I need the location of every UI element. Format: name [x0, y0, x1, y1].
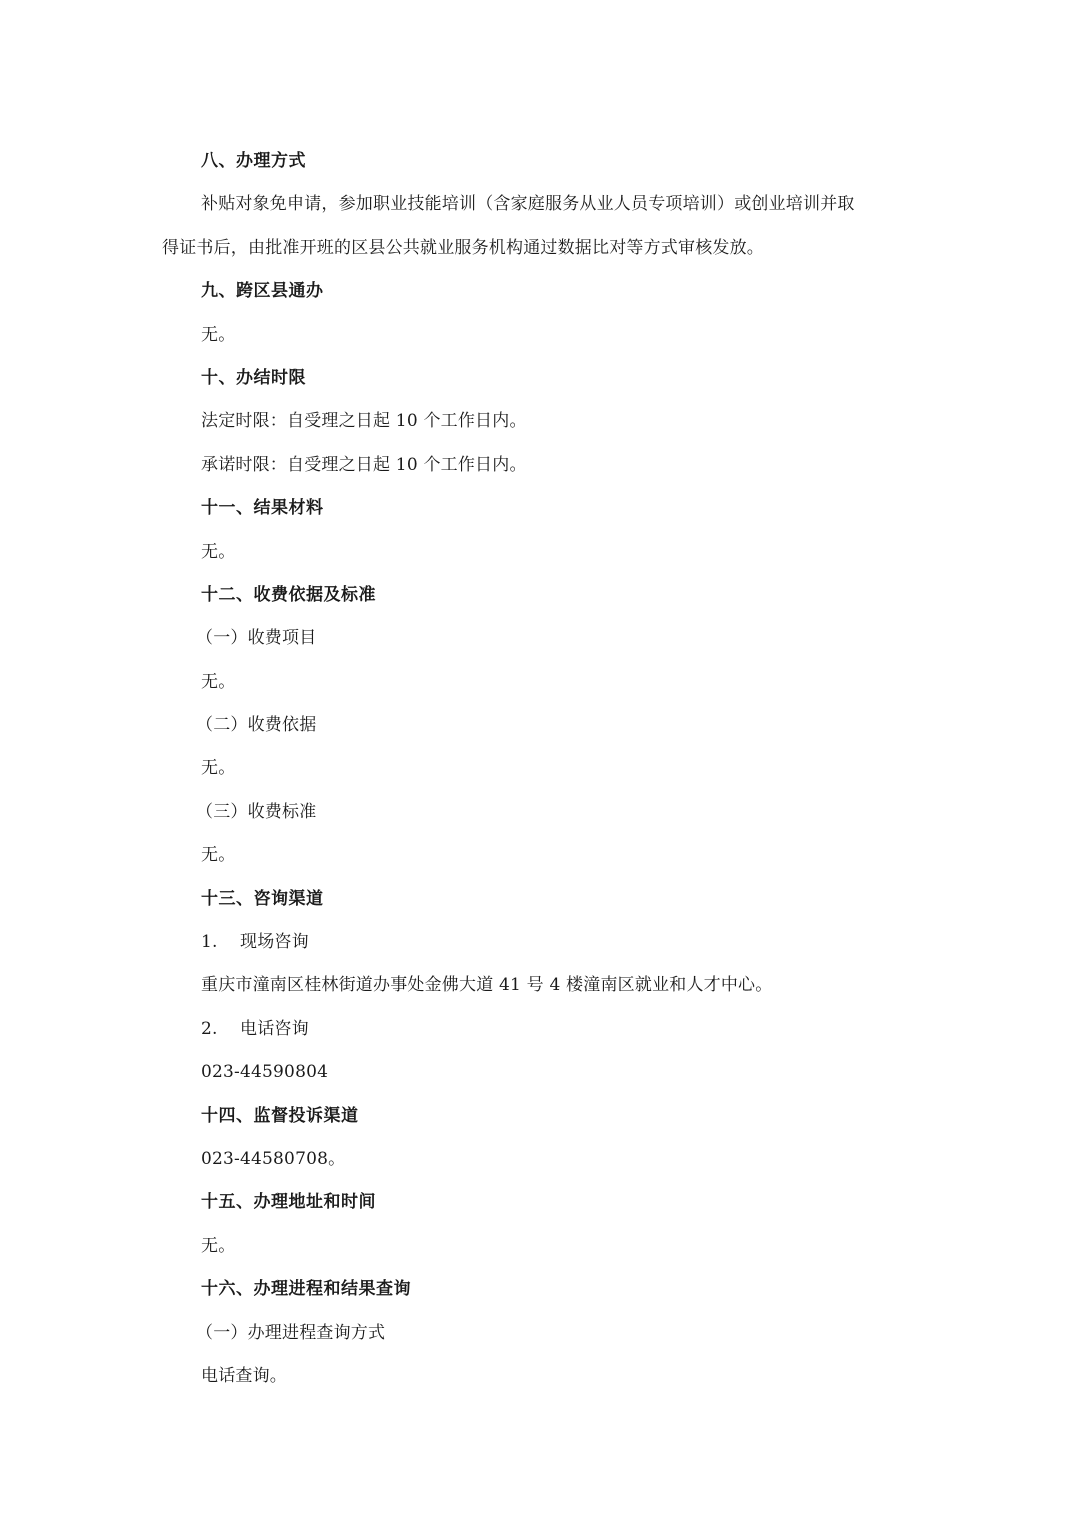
fee-standard-text: 无。: [201, 845, 236, 866]
document-body: [162, 140, 922, 1398]
section-8-paragraph-line-2: 得证书后，由批准开班的区县公共就业服务机构通过数据比对等方式审核发放。: [162, 237, 764, 258]
section-heading-10: 十、办结时限: [201, 367, 306, 388]
fee-items-title: （一）收费项目: [196, 628, 317, 649]
section-11-text: 无。: [201, 541, 236, 562]
section-heading-8: 八、办理方式: [201, 151, 306, 171]
section-heading-15: 十五、办理地址和时间: [201, 1192, 376, 1213]
section-heading-9: 九、跨区县通办: [201, 281, 324, 302]
section-15-text: 无。: [201, 1235, 236, 1256]
complaint-phone: 023-44580708。: [201, 1148, 346, 1169]
phone-consult-title: 2. 电话咨询: [201, 1018, 309, 1039]
section-heading-11: 十一、结果材料: [201, 498, 324, 519]
section-8-paragraph-line-1: 补贴对象免申请，参加职业技能培训（含家庭服务从业人员专项培训）或创业培训并取: [201, 194, 855, 215]
phone-consult-number: 023-44590804: [201, 1062, 329, 1083]
fee-basis-title: （二）收费依据: [196, 715, 317, 736]
onsite-consult-title: 1. 现场咨询: [201, 932, 309, 953]
promised-time-limit: 承诺时限：自受理之日起 10 个工作日内。: [201, 454, 527, 475]
progress-query-text: 电话查询。: [201, 1365, 287, 1386]
section-9-text: 无。: [201, 324, 236, 345]
fee-basis-text: 无。: [201, 758, 236, 779]
fee-items-text: 无。: [201, 671, 236, 692]
section-heading-12: 十二、收费依据及标准: [201, 584, 376, 605]
section-heading-13: 十三、咨询渠道: [201, 888, 324, 909]
section-heading-14: 十四、监督投诉渠道: [201, 1105, 359, 1126]
onsite-consult-address: 重庆市潼南区桂林街道办事处金佛大道 41 号 4 楼潼南区就业和人才中心。: [201, 975, 773, 996]
statutory-time-limit: 法定时限：自受理之日起 10 个工作日内。: [201, 411, 527, 432]
section-heading-16: 十六、办理进程和结果查询: [201, 1279, 411, 1300]
fee-standard-title: （三）收费标准: [196, 801, 317, 822]
progress-query-title: （一）办理进程查询方式: [196, 1322, 386, 1343]
